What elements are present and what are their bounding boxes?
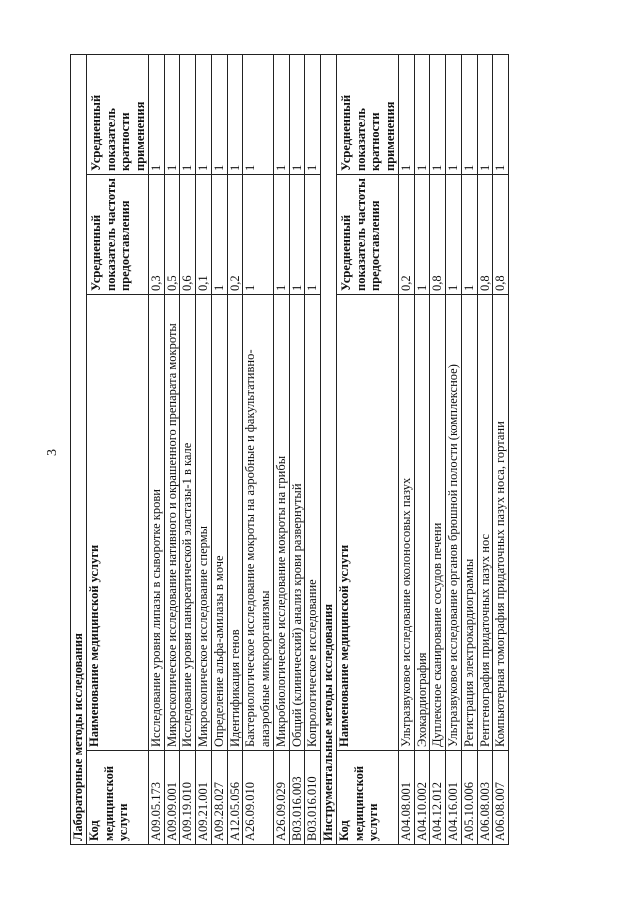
service-name: Исследование уровня панкреатической эластазы-1 в кале — [180, 295, 196, 751]
table-row — [398, 54, 414, 844]
table-row — [493, 54, 509, 844]
frequency-value: 0,5 — [164, 175, 180, 295]
frequency-value: 0,3 — [148, 175, 164, 295]
service-name: Ультразвуковое исследование околоносовых пазух — [398, 295, 414, 751]
multiplicity-value: 1 — [398, 54, 414, 174]
multiplicity-value: 1 — [227, 54, 243, 174]
frequency-value: 1 — [414, 175, 430, 295]
table-row — [148, 54, 164, 844]
service-name: Дуплексное сканирование сосудов печени — [430, 295, 446, 751]
service-code: A09.09.001 — [164, 751, 180, 845]
services-table — [70, 54, 509, 845]
header-code: Код медицинской услуги — [86, 751, 148, 845]
service-code: A09.21.001 — [196, 751, 212, 845]
service-code: A09.05.173 — [148, 751, 164, 845]
service-name: Идентификация генов — [227, 295, 243, 751]
service-code: A05.10.006 — [461, 751, 477, 845]
frequency-value: 1 — [243, 175, 274, 295]
table-row — [461, 54, 477, 844]
header-frequency: Усредненный показатель частоты предоставления — [86, 175, 148, 295]
service-name: Общий (клинический) анализ крови развернутый — [289, 295, 305, 751]
service-name: Копрологическое исследование — [305, 295, 321, 751]
service-name: Микроскопическое исследование нативного и окрашенного препарата мокроты — [164, 295, 180, 751]
multiplicity-value: 1 — [196, 54, 212, 174]
header-code: Код медицинской услуги — [336, 751, 398, 845]
frequency-value: 1 — [273, 175, 289, 295]
table-row — [477, 54, 493, 844]
table-header-row — [336, 54, 398, 844]
frequency-value: 1 — [289, 175, 305, 295]
service-name: Регистрация электрокардиограммы — [461, 295, 477, 751]
service-code: A04.16.001 — [446, 751, 462, 845]
table-row — [180, 54, 196, 844]
table-row — [305, 54, 321, 844]
service-name: Компьютерная томография придаточных пазух носа, гортани — [493, 295, 509, 751]
service-name: Бактериологическое исследование мокроты на аэробные и факультативно-анаэробные микроорганизмы — [243, 295, 274, 751]
service-code: A06.08.007 — [493, 751, 509, 845]
frequency-value: 0,8 — [430, 175, 446, 295]
table-row — [211, 54, 227, 844]
table-row — [289, 54, 305, 844]
multiplicity-value: 1 — [477, 54, 493, 174]
section-title-row — [71, 54, 87, 844]
multiplicity-value: 1 — [243, 54, 274, 174]
service-code: A26.09.029 — [273, 751, 289, 845]
service-code: A04.12.012 — [430, 751, 446, 845]
service-code: A06.08.003 — [477, 751, 493, 845]
table-row — [196, 54, 212, 844]
frequency-value: 0,1 — [196, 175, 212, 295]
section-title: Инструментальные методы исследования — [321, 54, 337, 844]
service-code: A09.28.027 — [211, 751, 227, 845]
multiplicity-value: 1 — [180, 54, 196, 174]
service-code: A26.09.010 — [243, 751, 274, 845]
frequency-value: 0,2 — [227, 175, 243, 295]
multiplicity-value: 1 — [414, 54, 430, 174]
multiplicity-value: 1 — [305, 54, 321, 174]
table-row — [227, 54, 243, 844]
table-row — [164, 54, 180, 844]
service-name: Ультразвуковое исследование органов брюшной полости (комплексное) — [446, 295, 462, 751]
service-code: B03.016.010 — [305, 751, 321, 845]
header-name: Наименование медицинской услуги — [336, 295, 398, 751]
table-row — [414, 54, 430, 844]
multiplicity-value: 1 — [461, 54, 477, 174]
service-code: A09.19.010 — [180, 751, 196, 845]
service-name: Исследование уровня липазы в сыворотке крови — [148, 295, 164, 751]
frequency-value: 1 — [446, 175, 462, 295]
frequency-value: 0,2 — [398, 175, 414, 295]
multiplicity-value: 1 — [164, 54, 180, 174]
frequency-value: 0,6 — [180, 175, 196, 295]
table-row — [273, 54, 289, 844]
frequency-value: 0,8 — [493, 175, 509, 295]
table-row — [446, 54, 462, 844]
service-code: A04.08.001 — [398, 751, 414, 845]
page-number: 3 — [45, 449, 60, 456]
multiplicity-value: 1 — [289, 54, 305, 174]
section-title: Лабораторные методы исследования — [71, 54, 87, 844]
multiplicity-value: 1 — [446, 54, 462, 174]
header-frequency: Усредненный показатель частоты предоставления — [336, 175, 398, 295]
service-code: B03.016.003 — [289, 751, 305, 845]
multiplicity-value: 1 — [211, 54, 227, 174]
service-name: Микробиологическое исследование мокроты на грибы — [273, 295, 289, 751]
table-row — [243, 54, 274, 844]
frequency-value: 1 — [461, 175, 477, 295]
service-name: Микроскопическое исследование спермы — [196, 295, 212, 751]
service-code: A04.10.002 — [414, 751, 430, 845]
frequency-value: 0,8 — [477, 175, 493, 295]
multiplicity-value: 1 — [148, 54, 164, 174]
table-row — [430, 54, 446, 844]
multiplicity-value: 1 — [493, 54, 509, 174]
multiplicity-value: 1 — [273, 54, 289, 174]
service-code: A12.05.056 — [227, 751, 243, 845]
header-multiplicity: Усредненный показатель кратности применения — [336, 54, 398, 174]
service-name: Эхокардиография — [414, 295, 430, 751]
service-name: Рентгенография придаточных пазух нос — [477, 295, 493, 751]
multiplicity-value: 1 — [430, 54, 446, 174]
header-multiplicity: Усредненный показатель кратности применения — [86, 54, 148, 174]
frequency-value: 1 — [211, 175, 227, 295]
service-name: Определение альфа-амилазы в моче — [211, 295, 227, 751]
frequency-value: 1 — [305, 175, 321, 295]
header-name: Наименование медицинской услуги — [86, 295, 148, 751]
section-title-row — [321, 54, 337, 844]
table-header-row — [86, 54, 148, 844]
